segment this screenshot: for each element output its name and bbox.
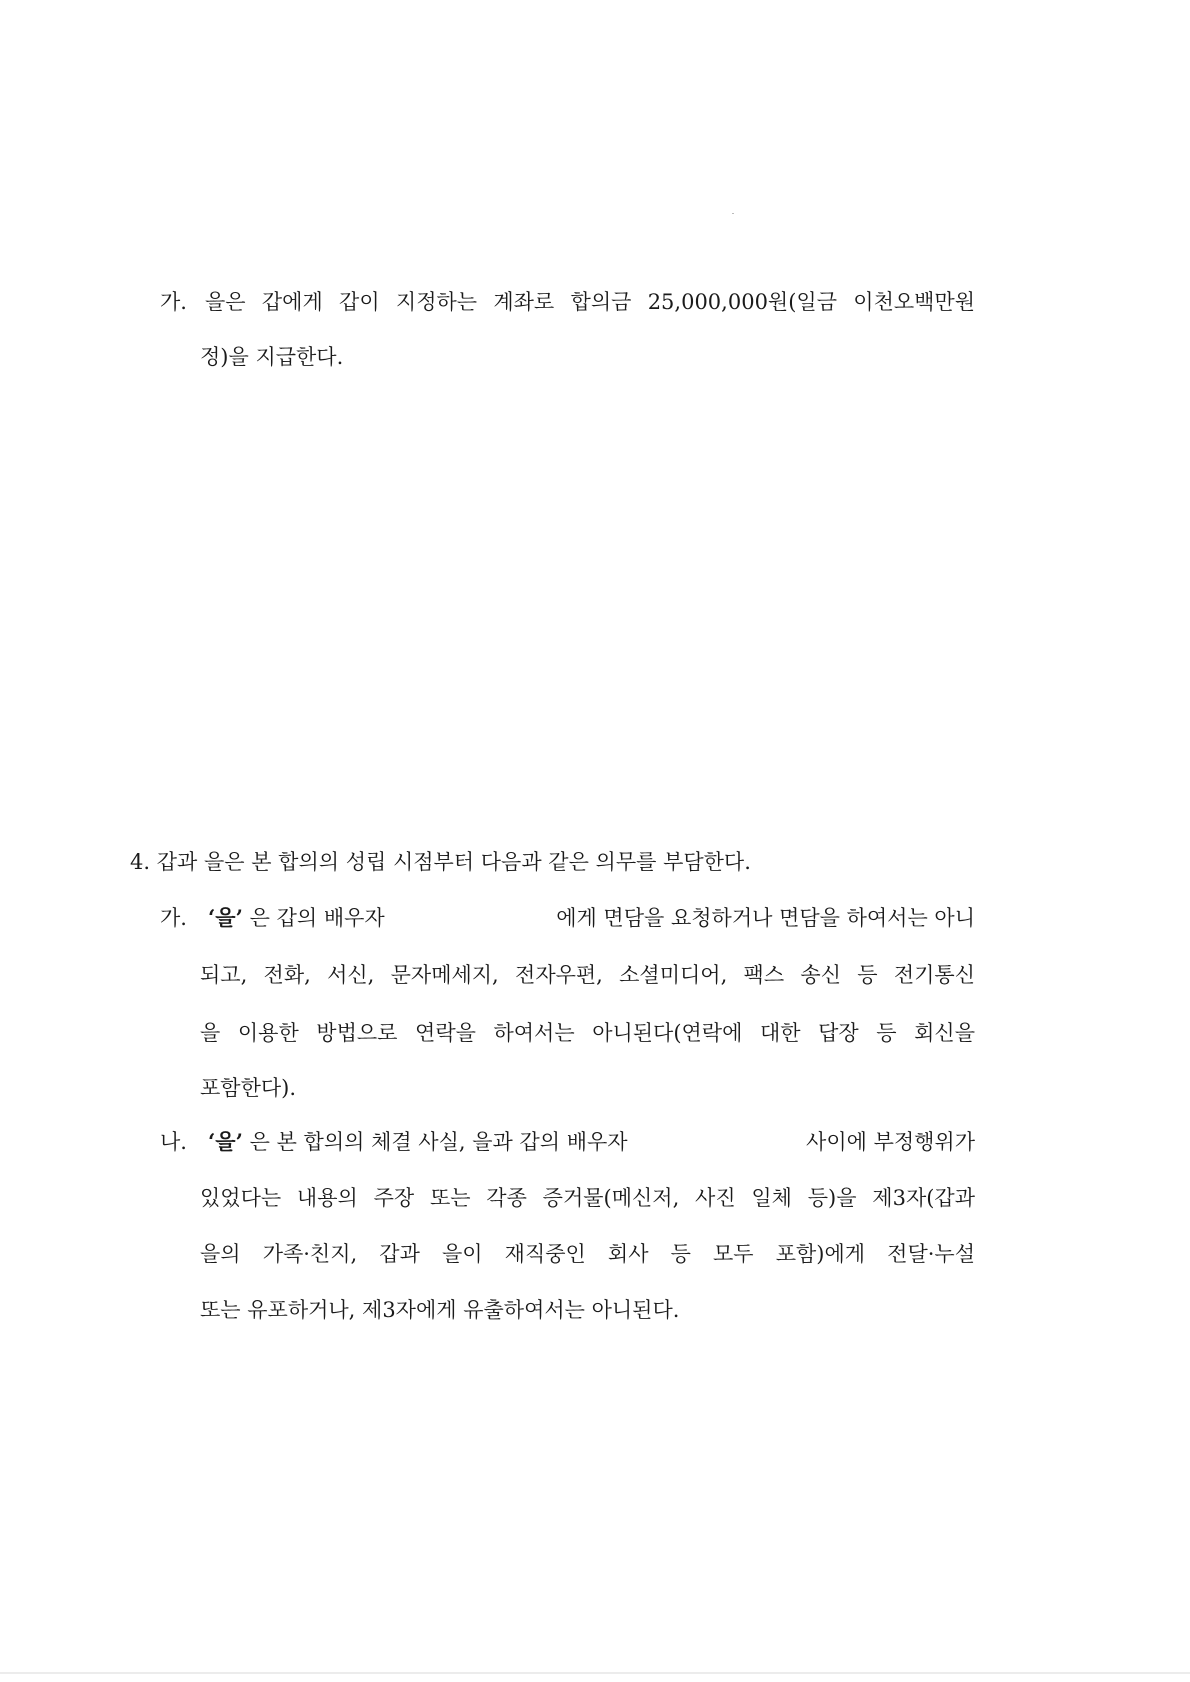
quoted-party: ‘을’: [208, 1129, 243, 1154]
s4-na-line-3: 을의 가족·친지, 갑과 을이 재직중인 회사 등 모두 포함)에게 전달·누설: [200, 1242, 975, 1266]
text-segment: 사이에 부정행위가: [806, 1130, 975, 1154]
s4-ga-line-1: [208, 903, 975, 933]
s4-na-line-1: [208, 1127, 975, 1157]
s4-ga-line-4: 포함한다).: [200, 1076, 297, 1100]
s4-ga-line-2: 되고, 전화, 서신, 문자메세지, 전자우편, 소셜미디어, 팩스 송신 등 전기통신: [200, 963, 975, 987]
scan-speck: [732, 213, 734, 214]
s3-ga-line-2: 정)을 지급한다.: [200, 345, 344, 369]
s4-na-line-2: 있었다는 내용의 주장 또는 각종 증거물(메신저, 사진 일체 등)을 제3자(갑과: [200, 1186, 975, 1210]
s3-ga-line-1: 을은 갑에게 갑이 지정하는 계좌로 합의금 25,000,000원(일금 이천오백만원: [205, 290, 975, 314]
s4-heading: 4. 갑과 을은 본 합의의 성립 시점부터 다음과 같은 의무를 부담한다.: [130, 850, 751, 874]
quoted-party: ‘을’: [208, 905, 243, 930]
text-segment: 은 본 합의의 체결 사실, 을과 갑의 배우자: [249, 1130, 628, 1154]
text-segment: 에게 면담을 요청하거나 면담을 하여서는 아니: [556, 906, 975, 930]
s4-ga-line-3: 을 이용한 방법으로 연락을 하여서는 아니된다(연락에 대한 답장 등 회신을: [200, 1021, 975, 1045]
s4-na-line-4: 또는 유포하거나, 제3자에게 유출하여서는 아니된다.: [200, 1298, 680, 1322]
s3-ga-marker: 가.: [160, 290, 187, 314]
text-segment: 은 갑의 배우자: [249, 906, 385, 930]
scan-bottom-edge: [0, 1672, 1190, 1674]
s4-ga-marker: 가.: [160, 906, 187, 930]
s4-na-marker: 나.: [160, 1130, 187, 1154]
